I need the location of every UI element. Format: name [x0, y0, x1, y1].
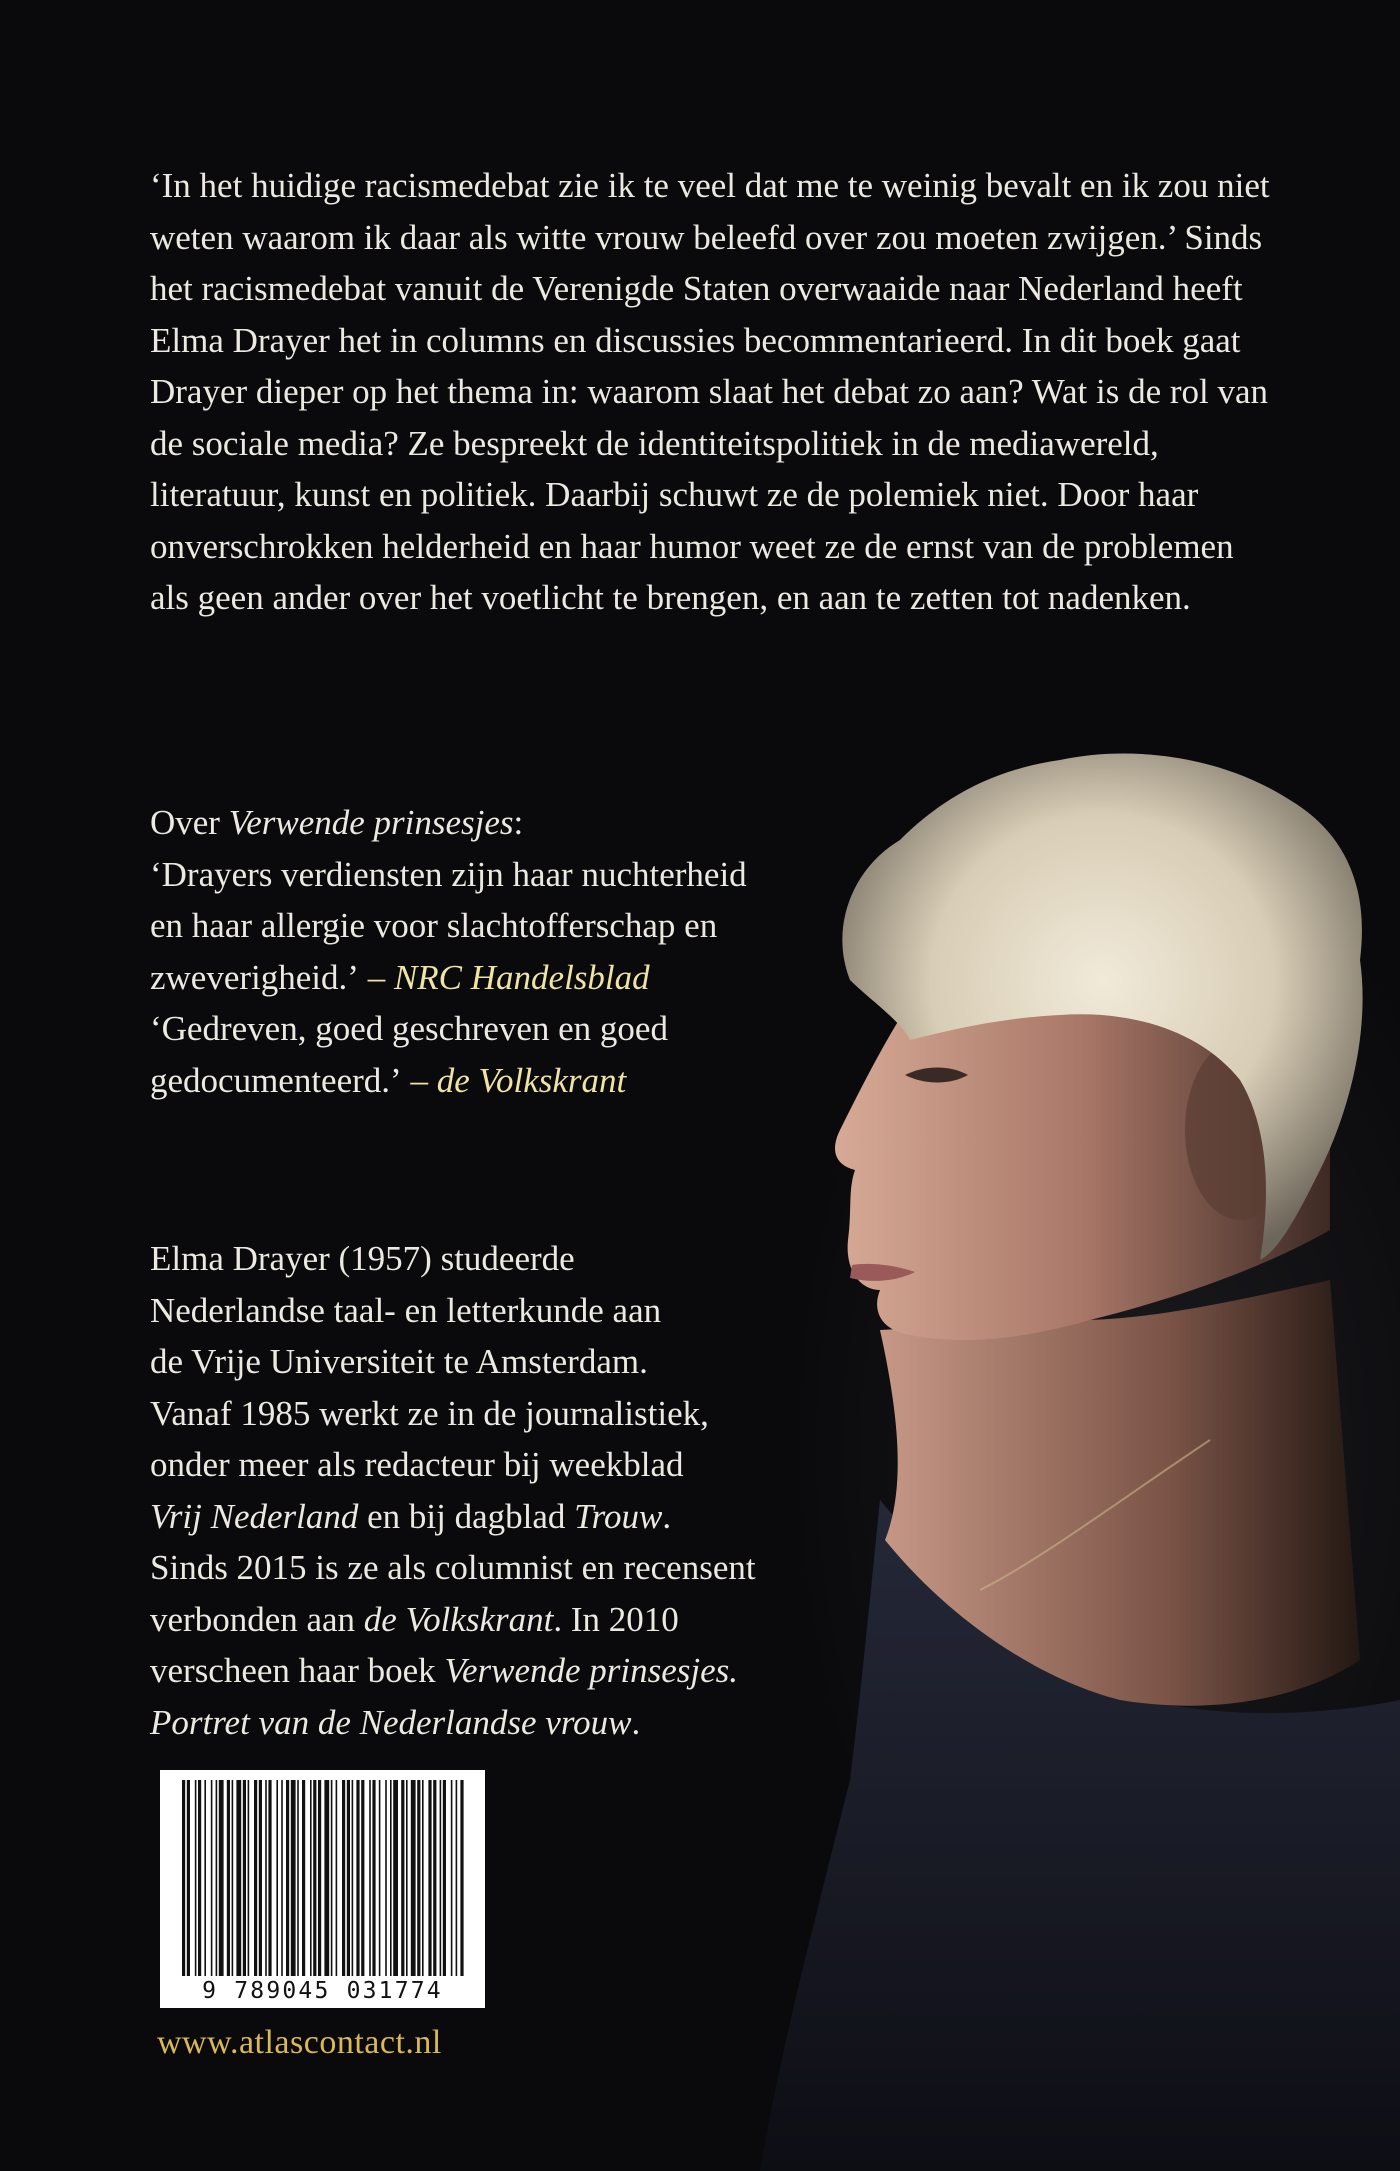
barcode-bar: [336, 1780, 338, 1976]
quote-1-line-1: ‘Drayers verdiensten zijn haar nuchterheid: [150, 854, 747, 894]
quote-1-line-3: [150, 952, 870, 1004]
barcode-bar: [265, 1780, 267, 1976]
quote-1-text-end: zweverigheid.’: [150, 957, 359, 997]
reviews-intro-prefix: Over: [150, 803, 229, 842]
bio-line-6: [150, 1491, 870, 1543]
barcode-bar: [428, 1780, 431, 1976]
barcode-bar: [219, 1780, 224, 1976]
quote-1-source: – NRC Handelsblad: [358, 957, 650, 997]
barcode-bar: [313, 1780, 316, 1976]
barcode-bar: [195, 1780, 197, 1976]
barcode-bar: [248, 1780, 250, 1976]
bio-line-3: de Vrije Universiteit te Amsterdam.: [150, 1342, 648, 1381]
isbn-barcode: [160, 1770, 485, 2008]
author-bio: [150, 1233, 870, 1748]
bio-book-subtitle: Portret van de Nederlandse vrouw: [150, 1702, 632, 1742]
blurb-text: ‘In het huidige racismedebat zie ik te veel dat me te weinig bevalt en ik zou niet weten waarom ik daar als witte vrouw beleefd over zou moeten zwijgen.’ Sinds het racismedebat vanuit de Verenigde Staten overwaaide naar Nederland heeft Elma Drayer het in columns en discussies becommentarieerd. In dit boek gaat Drayer dieper op het thema in: waarom slaat het debat zo aan? Wat is de rol van de sociale media? Ze bespreekt de identiteitspolitiek in de mediawereld, literatuur, kunst en politiek. Daarbij schuwt ze de polemiek niet. Door haar onverschrokken helderheid en haar humor weet ze de ernst van de problemen als geen ander over het voetlicht te brengen, en aan te zetten tot nadenken.: [150, 166, 1270, 617]
quote-2-source: – de Volkskrant: [401, 1060, 627, 1100]
bio-line-8-start: verbonden aan: [150, 1599, 364, 1639]
barcode-bar: [352, 1780, 354, 1976]
quote-2-line-2: [150, 1055, 870, 1107]
barcode-bar: [379, 1780, 381, 1976]
barcode-bars: [160, 1770, 485, 2008]
bio-vrij-nederland: Vrij Nederland: [150, 1496, 359, 1536]
barcode-bar: [443, 1780, 446, 1976]
bio-line-1: Elma Drayer (1957) studeerde: [150, 1239, 575, 1278]
bio-line-9-start: verscheen haar boek: [150, 1651, 445, 1690]
barcode-bar: [286, 1780, 289, 1976]
bio-volkskrant: de Volkskrant: [363, 1599, 554, 1639]
barcode-bar: [456, 1780, 458, 1976]
barcode-bar: [281, 1780, 283, 1976]
barcode-bar: [393, 1780, 398, 1976]
barcode-bar: [211, 1780, 213, 1976]
barcode-bar: [422, 1780, 424, 1976]
barcode-bar: [347, 1780, 350, 1976]
barcode-bar: [268, 1780, 271, 1976]
isbn-number: 9 789045 031774: [202, 1978, 443, 2004]
barcode-bar: [390, 1780, 392, 1976]
reviews-intro-title: Verwende prinsesjes: [228, 803, 514, 842]
bio-line-8-end: . In 2010: [553, 1599, 679, 1639]
barcode-bar: [372, 1780, 375, 1976]
barcode-bar: [369, 1780, 371, 1976]
barcode-bar: [324, 1780, 329, 1976]
bio-line-6-mid: en bij dagblad: [358, 1496, 575, 1536]
barcode-bar: [440, 1780, 442, 1976]
bio-line-10: [150, 1697, 870, 1749]
barcode-bar: [243, 1780, 246, 1976]
barcode-bar: [187, 1780, 190, 1976]
barcode-bar: [342, 1780, 345, 1976]
bio-line-7: Sinds 2015 is ze als columnist en recensent: [150, 1548, 756, 1587]
bio-book-title: Verwende prinsesjes.: [444, 1651, 739, 1690]
publisher-url[interactable]: www.atlascontact.nl: [157, 2024, 442, 2061]
barcode-bar: [297, 1780, 299, 1976]
barcode-bar: [182, 1780, 185, 1976]
barcode-bar: [460, 1780, 463, 1976]
quote-2-text-end: gedocumenteerd.’: [150, 1060, 402, 1100]
bio-line-8: [150, 1594, 870, 1646]
bio-line-5: onder meer als redacteur bij weekblad: [150, 1445, 684, 1484]
bio-line-4: Vanaf 1985 werkt ze in de journalistiek,: [150, 1393, 709, 1433]
barcode-bar: [227, 1780, 230, 1976]
barcode-bar: [356, 1780, 359, 1976]
bio-line-2: Nederlandse taal- en letterkunde aan: [150, 1290, 662, 1330]
barcode-bar: [331, 1780, 333, 1976]
barcode-bar: [406, 1780, 408, 1976]
barcode-bar: [385, 1780, 387, 1976]
barcode-bar: [433, 1780, 436, 1976]
bio-line-6-end: .: [662, 1496, 672, 1536]
barcode-bar: [411, 1780, 416, 1976]
reviews-intro-suffix: :: [513, 803, 524, 842]
barcode-bar: [361, 1780, 364, 1976]
barcode-bar: [236, 1780, 241, 1976]
bio-line-10-end: .: [631, 1702, 641, 1742]
barcode-bar: [310, 1780, 312, 1976]
barcode-bar: [276, 1780, 278, 1976]
barcode-bar: [401, 1780, 404, 1976]
barcode-bar: [318, 1780, 321, 1976]
barcode-bar: [259, 1780, 262, 1976]
barcode-bar: [451, 1780, 453, 1976]
barcode-bar: [216, 1780, 218, 1976]
barcode-bar: [232, 1780, 234, 1976]
barcode-bar: [302, 1780, 305, 1976]
quote-2-line-1: ‘Gedreven, goed geschreven en goed: [150, 1009, 668, 1048]
bio-line-9: [150, 1645, 870, 1697]
barcode-bar: [417, 1780, 420, 1976]
quote-1-line-2: en haar allergie voor slachtofferschap en: [150, 906, 718, 945]
barcode-bar: [198, 1780, 201, 1976]
bio-trouw: Trouw: [574, 1496, 663, 1536]
reviews-intro: [150, 797, 870, 849]
barcode-bar: [291, 1780, 296, 1976]
barcode-bar: [204, 1780, 206, 1976]
barcode-bar: [254, 1780, 257, 1976]
press-reviews: [150, 797, 870, 1106]
